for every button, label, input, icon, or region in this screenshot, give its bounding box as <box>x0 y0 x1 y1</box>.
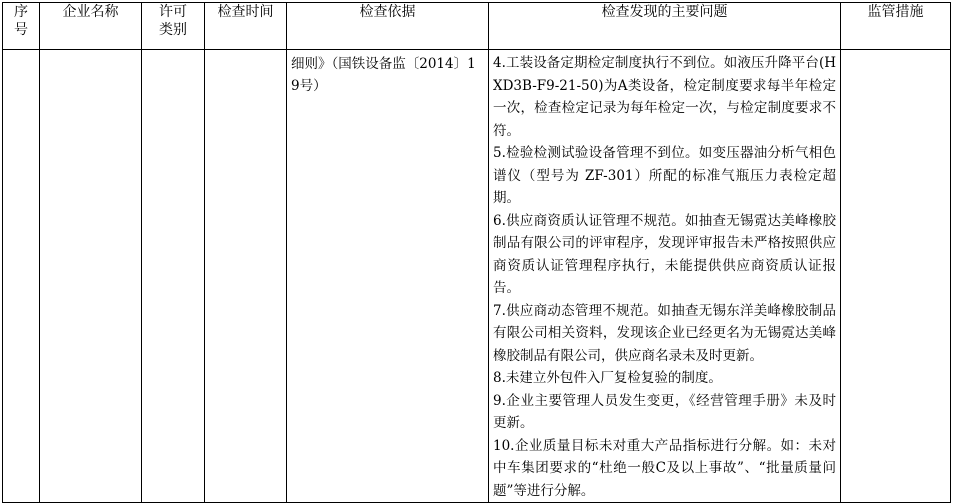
header-seq-line1: 序 <box>14 4 28 20</box>
cell-seq <box>3 50 40 503</box>
cell-permit <box>142 50 205 503</box>
cell-issues <box>489 50 841 503</box>
header-permit-line2: 类别 <box>159 22 187 38</box>
issue-item: 4.工装设备定期检定制度执行不到位。如液压升降平台(HXD3B-F9-21-50)为A类设备，检定制度要求每半年检定一次，检查检定记录为每年检定一次，与检定制度要求不符。 <box>493 55 836 139</box>
header-issues: 检查发现的主要问题 <box>489 3 841 50</box>
header-time: 检查时间 <box>205 3 287 50</box>
header-permit <box>142 3 205 50</box>
header-measures: 监管措施 <box>841 3 951 50</box>
table-row <box>3 50 951 503</box>
cell-measures <box>841 50 951 503</box>
header-permit-line1: 许可 <box>159 4 187 20</box>
inspection-table <box>2 2 951 503</box>
issue-item: 9.企业主要管理人员发生变更，《经营管理手册》未及时更新。 <box>493 392 836 431</box>
issue-item: 6.供应商资质认证管理不规范。如抽查无锡霓达美峰橡胶制品有限公司的评审程序，发现评审报告未严格按照供应商资质认证管理程序执行，未能提供供应商资质认证报告。 <box>493 212 836 296</box>
issue-item: 8.未建立外包件入厂复检复验的制度。 <box>493 370 722 386</box>
cell-time <box>205 50 287 503</box>
cell-basis: 细则》（国铁设备监〔2014〕19号） <box>287 50 489 503</box>
issue-item: 7.供应商动态管理不规范。如抽查无锡东洋美峰橡胶制品有限公司相关资料，发现该企业已经更名为无锡霓达美峰橡胶制品有限公司，供应商名录未及时更新。 <box>493 302 836 364</box>
header-basis: 检查依据 <box>287 3 489 50</box>
header-seq <box>3 3 40 50</box>
issue-item: 10.企业质量目标未对重大产品指标进行分解。如：未对中车集团要求的“杜绝一般C及以上事故”、“批量质量问题”等进行分解。 <box>493 437 836 499</box>
header-company: 企业名称 <box>40 3 142 50</box>
cell-company <box>40 50 142 503</box>
header-row <box>3 3 951 50</box>
issue-item: 5.检验检测试验设备管理不到位。如变压器油分析气相色谱仪（型号为 ZF-301）所配的标准气瓶压力表检定超期。 <box>493 145 836 206</box>
header-seq-line2: 号 <box>14 22 28 38</box>
